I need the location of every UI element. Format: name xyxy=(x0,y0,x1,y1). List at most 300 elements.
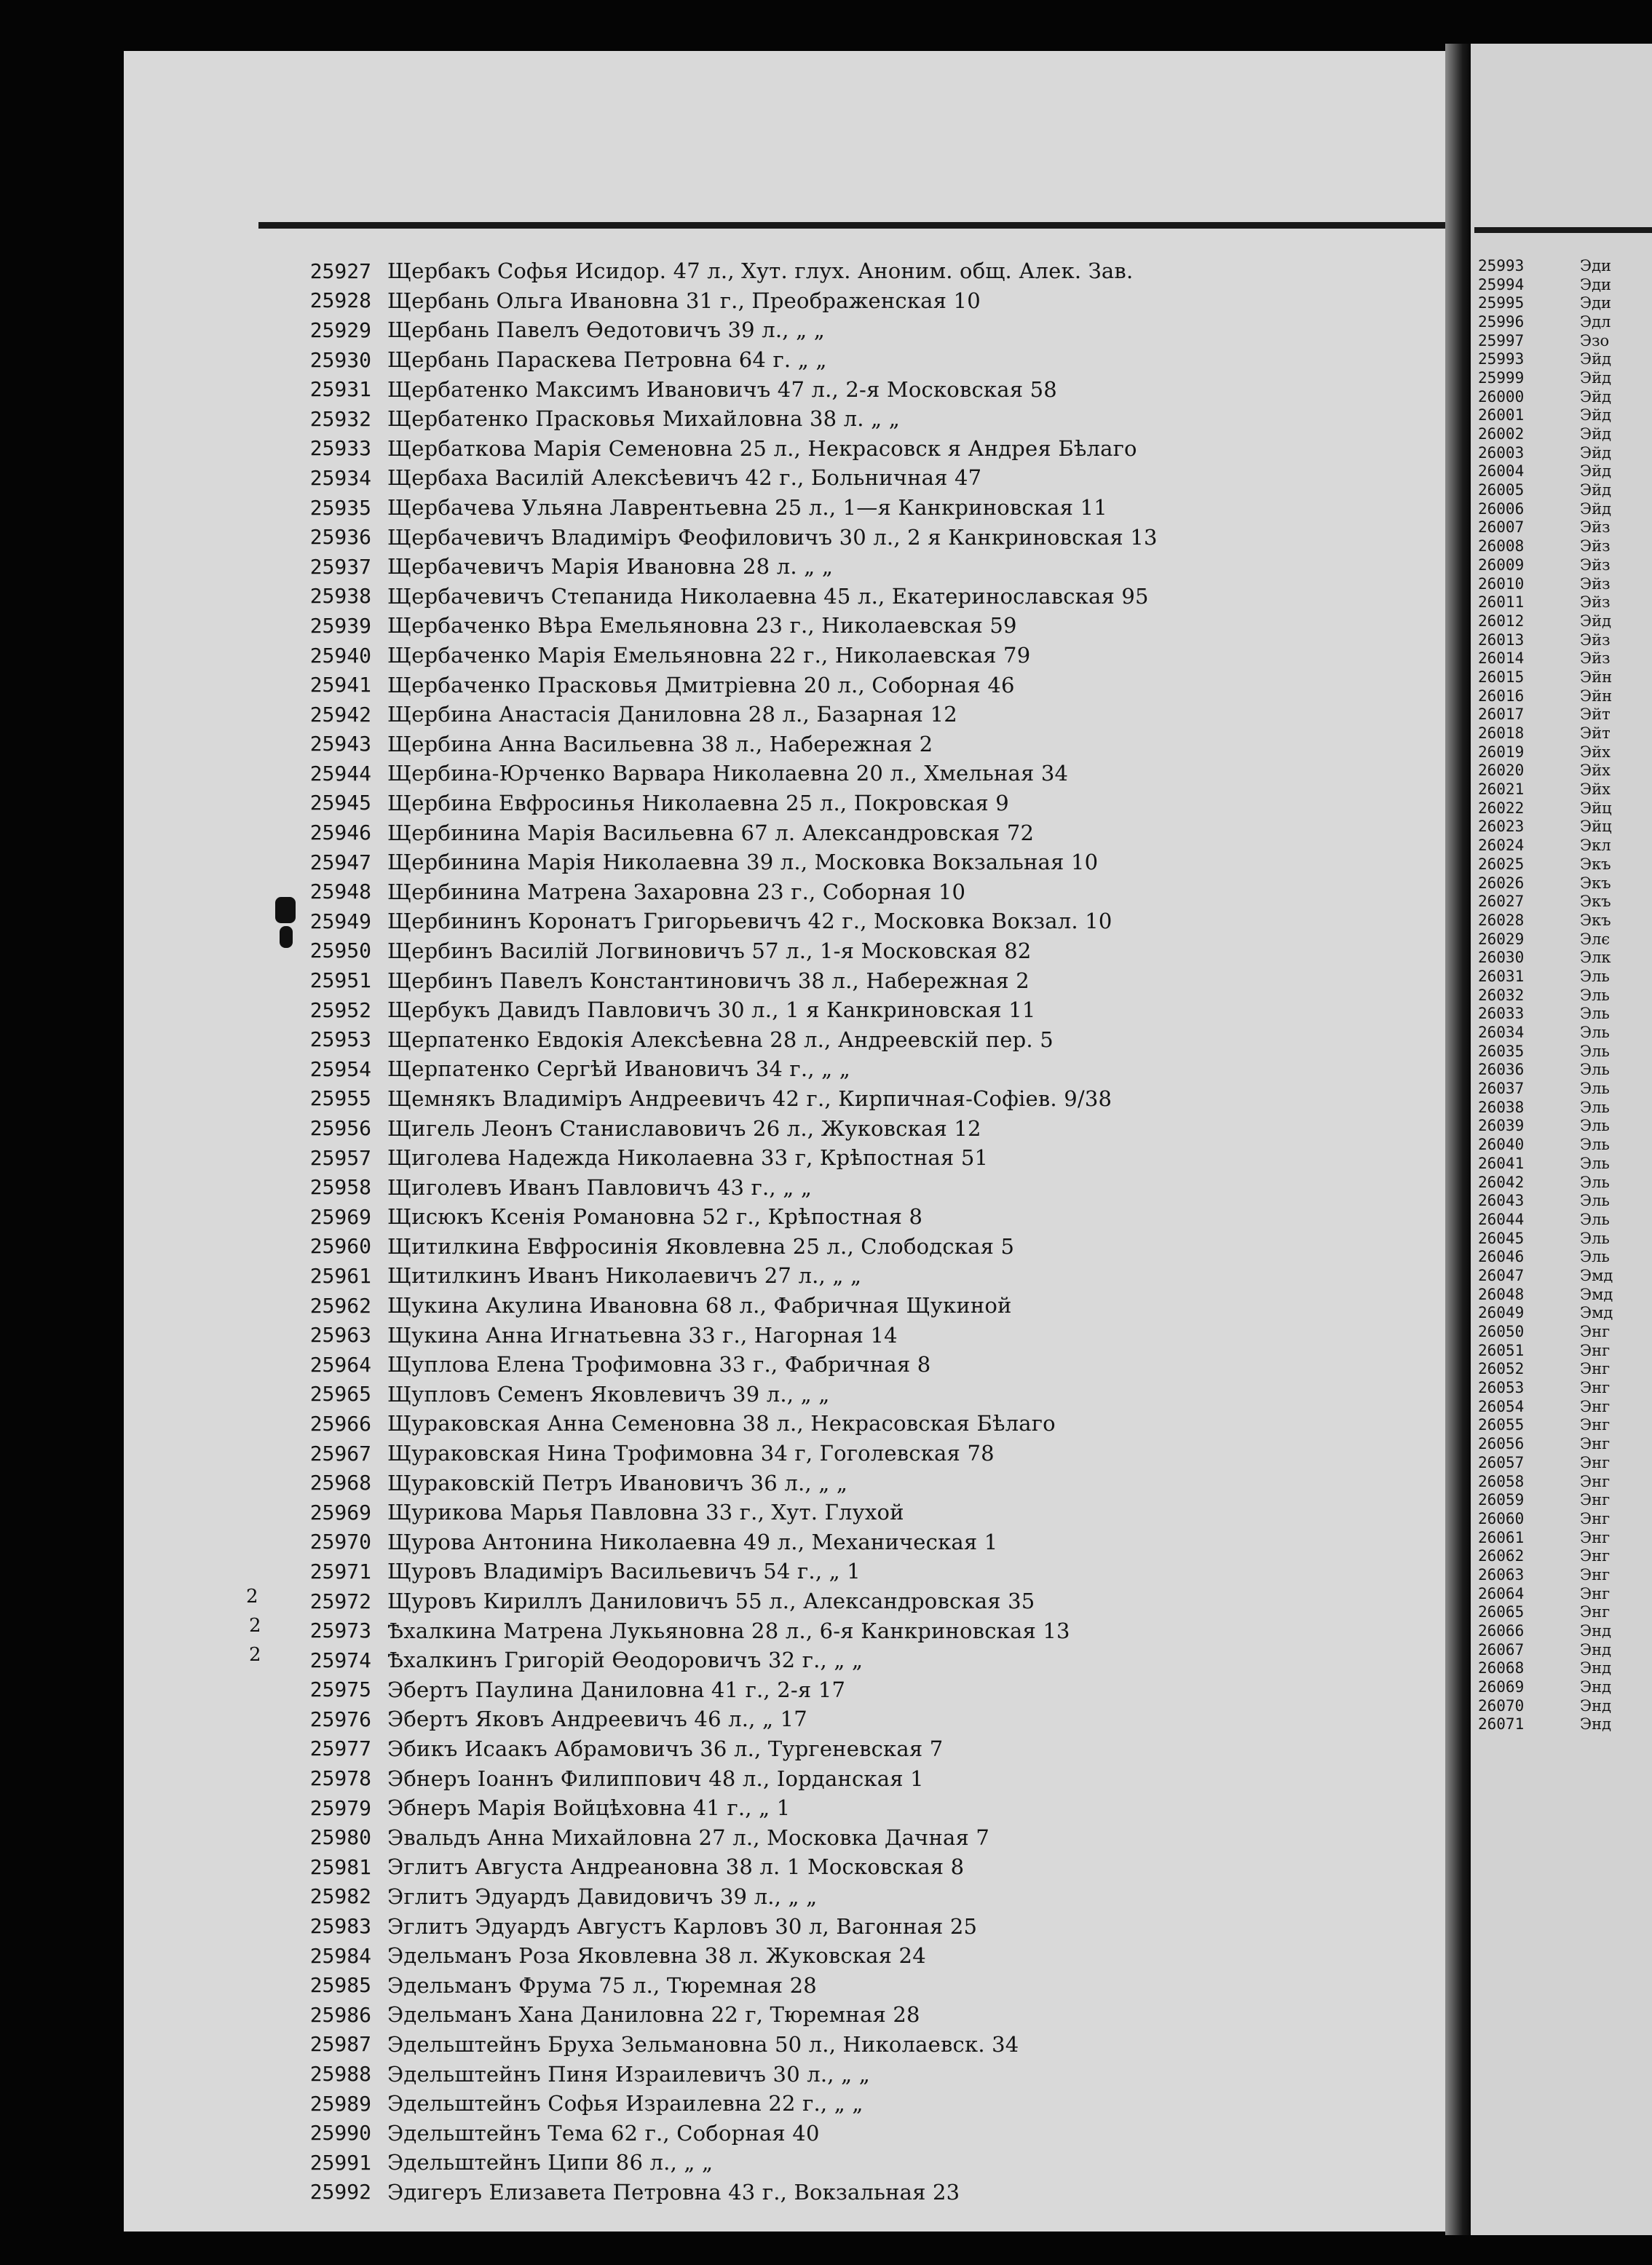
entry-number: 25978 xyxy=(309,1766,371,1791)
entry-number: 26039 xyxy=(1478,1117,1525,1135)
entry-number: 26028 xyxy=(1478,911,1525,929)
entry-text: Эмд xyxy=(1580,1285,1613,1303)
entry-text: Эль xyxy=(1580,1173,1610,1191)
entry-number: 25933 xyxy=(309,436,371,461)
entry-number: 25949 xyxy=(309,909,371,933)
list-item xyxy=(262,1143,1427,1173)
entry-text: Щитилкина Евфросинія Яковлевна 25 л., Слободская 5 xyxy=(387,1233,1015,1259)
list-item xyxy=(1478,911,1652,930)
entry-number: 26031 xyxy=(1478,967,1525,985)
list-item xyxy=(1478,724,1652,743)
margin-mark: 2 xyxy=(249,1644,261,1666)
entry-text: Щиголева Надежда Николаевна 33 г, Крѣпостная 51 xyxy=(387,1145,989,1171)
entry-number: 25967 xyxy=(309,1441,371,1466)
entry-number: 25961 xyxy=(309,1263,371,1288)
list-item xyxy=(1478,1005,1652,1024)
entry-text: Эль xyxy=(1580,1248,1610,1266)
entry-text: Энд xyxy=(1580,1622,1611,1640)
entry-number: 25979 xyxy=(309,1795,371,1820)
entry-number: 26002 xyxy=(1478,425,1525,443)
entry-text: Щуровъ Кириллъ Даниловичъ 55 л., Александровская 35 xyxy=(387,1589,1035,1614)
entry-number: 26055 xyxy=(1478,1416,1525,1434)
list-item xyxy=(1478,1546,1652,1565)
list-item xyxy=(262,730,1427,759)
list-item xyxy=(1478,1173,1652,1192)
list-item xyxy=(1478,293,1652,312)
list-item xyxy=(1478,1659,1652,1678)
list-item xyxy=(262,1113,1427,1143)
entry-number: 26007 xyxy=(1478,518,1525,537)
entry-number: 26048 xyxy=(1478,1285,1525,1303)
entry-number: 25936 xyxy=(309,525,371,550)
entry-text: Щербатенко Прасковья Михайловна 38 л. „ „ xyxy=(387,406,900,432)
entry-number: 26022 xyxy=(1478,799,1525,817)
entry-text: Щукина Акулина Ивановна 68 л., Фабричная Щукиной xyxy=(387,1293,1012,1319)
entry-number: 26067 xyxy=(1478,1640,1525,1659)
list-item xyxy=(1478,499,1652,518)
entry-text: Щураковская Анна Семеновна 38 л., Некрасовская Бѣлаго xyxy=(387,1411,1056,1436)
entry-number: 26065 xyxy=(1478,1603,1525,1621)
entry-text: Эбнеръ Марія Войцѣховна 41 г., „ 1 xyxy=(387,1795,791,1821)
list-item xyxy=(262,1882,1427,1912)
entry-number: 26070 xyxy=(1478,1696,1525,1715)
entry-text: Щербинина Марія Васильевна 67 л. Александровская 72 xyxy=(387,820,1035,845)
entry-text: Щербаченко Вѣра Емельяновна 23 г., Николаевская 59 xyxy=(387,613,1017,639)
entry-number: 26045 xyxy=(1478,1229,1525,1247)
entry-text: Эль xyxy=(1580,1154,1610,1172)
entry-text: Экъ xyxy=(1580,911,1611,929)
list-item xyxy=(1478,1023,1652,1042)
entry-number: 25981 xyxy=(309,1854,371,1879)
entry-number: 25977 xyxy=(309,1736,371,1761)
entry-number: 25956 xyxy=(309,1116,371,1141)
entry-number: 26023 xyxy=(1478,818,1525,836)
list-item xyxy=(262,1970,1427,2000)
entry-text: Эглитъ Августа Андреановна 38 л. 1 Московская 8 xyxy=(387,1854,965,1880)
list-item xyxy=(262,1439,1427,1469)
entry-text: Энг xyxy=(1580,1584,1610,1602)
list-item xyxy=(1478,518,1652,537)
entry-number: 26011 xyxy=(1478,593,1525,612)
list-item xyxy=(1478,1565,1652,1584)
entry-text: Эйз xyxy=(1580,631,1610,649)
list-item xyxy=(262,1498,1427,1527)
entry-text: Эглитъ Эдуардъ Августъ Карловъ 30 л, Вагонная 25 xyxy=(387,1913,978,1939)
entry-number: 26027 xyxy=(1478,893,1525,911)
list-item xyxy=(1478,1696,1652,1715)
list-item xyxy=(1478,836,1652,855)
entry-text: Щурова Антонина Николаевна 49 л., Механическая 1 xyxy=(387,1529,998,1554)
entry-text: Эйз xyxy=(1580,574,1610,593)
entry-number: 25992 xyxy=(309,2180,371,2205)
entry-text: Энг xyxy=(1580,1397,1610,1415)
list-item xyxy=(262,1616,1427,1645)
entry-text: Эль xyxy=(1580,1117,1610,1135)
entry-number: 25989 xyxy=(309,2091,371,2116)
entry-text: Щерпатенко Евдокія Алексѣевна 28 л., Андреевскій пер. 5 xyxy=(387,1027,1054,1052)
entry-text: Эзо xyxy=(1580,331,1610,349)
list-item xyxy=(1478,256,1652,275)
list-item xyxy=(1478,1715,1652,1734)
entry-text: Щербина-Юрченко Варвара Николаевна 20 л., Хмельная 34 xyxy=(387,761,1069,786)
list-item xyxy=(262,1734,1427,1764)
entry-number: 25945 xyxy=(309,791,371,815)
entry-number: 25938 xyxy=(309,584,371,609)
entry-text: Экъ xyxy=(1580,893,1611,911)
entry-text: Щербаткова Марія Семеновна 25 л., Некрасовск я Андрея Бѣлаго xyxy=(387,435,1137,461)
list-item xyxy=(262,582,1427,612)
list-item xyxy=(1478,1397,1652,1416)
entry-text: Элє xyxy=(1580,930,1610,948)
next-page-entry-list xyxy=(1478,256,1652,1734)
list-item xyxy=(1478,1621,1652,1640)
entry-number: 25948 xyxy=(309,879,371,904)
entry-text: Энг xyxy=(1580,1379,1610,1397)
entry-number: 25934 xyxy=(309,465,371,490)
list-item xyxy=(262,2059,1427,2089)
entry-text: Эйд xyxy=(1580,368,1611,387)
list-item xyxy=(1478,1509,1652,1528)
entry-number: 26046 xyxy=(1478,1248,1525,1266)
list-item xyxy=(1478,368,1652,387)
list-item xyxy=(1478,631,1652,649)
entry-number: 26009 xyxy=(1478,556,1525,574)
list-item xyxy=(1478,874,1652,893)
list-item xyxy=(262,759,1427,788)
entry-number: 25963 xyxy=(309,1323,371,1348)
list-item xyxy=(1478,537,1652,556)
entry-text: Энд xyxy=(1580,1678,1611,1696)
entry-number: 26041 xyxy=(1478,1154,1525,1172)
list-item xyxy=(262,463,1427,493)
entry-text: Эль xyxy=(1580,1229,1610,1247)
margin-mark: 2 xyxy=(246,1586,258,1608)
list-item xyxy=(262,788,1427,818)
entry-text: Щуплова Елена Трофимовна 33 г., Фабричная 8 xyxy=(387,1352,931,1377)
entry-number: 25987 xyxy=(309,2032,371,2057)
list-item xyxy=(1478,818,1652,837)
list-item xyxy=(1478,1079,1652,1098)
list-item xyxy=(1478,1584,1652,1603)
list-item xyxy=(262,1202,1427,1232)
list-item xyxy=(262,374,1427,404)
list-item xyxy=(1478,1341,1652,1360)
list-item xyxy=(1478,1266,1652,1285)
entry-text: Щербачевичъ Марія Ивановна 28 л. „ „ xyxy=(387,554,834,580)
list-item xyxy=(262,1675,1427,1705)
entry-text: Эвальдъ Анна Михайловна 27 л., Московка Дачная 7 xyxy=(387,1825,990,1850)
entry-text: Эйд xyxy=(1580,406,1611,424)
entry-number: 26030 xyxy=(1478,949,1525,967)
entry-number: 26058 xyxy=(1478,1472,1525,1490)
list-item xyxy=(262,1586,1427,1616)
entry-text: Эглитъ Эдуардъ Давидовичъ 39 л., „ „ xyxy=(387,1883,818,1909)
entry-text: Эйд xyxy=(1580,387,1611,406)
list-item xyxy=(262,2178,1427,2207)
entry-text: Эбикъ Исаакъ Абрамовичъ 36 л., Тургеневская 7 xyxy=(387,1736,944,1761)
entry-number: 26008 xyxy=(1478,537,1525,556)
list-item xyxy=(1478,331,1652,350)
entry-text: Щербань Ольга Ивановна 31 г., Преображенская 10 xyxy=(387,288,981,313)
entry-text: Эдельштейнъ Бруха Зельмановна 50 л., Николаевск. 34 xyxy=(387,2031,1019,2057)
entry-text: Энг xyxy=(1580,1360,1610,1378)
entry-number: 25974 xyxy=(309,1648,371,1672)
list-item xyxy=(262,1557,1427,1586)
entry-number: 25951 xyxy=(309,968,371,993)
entry-text: Энг xyxy=(1580,1509,1610,1527)
entry-number: 26017 xyxy=(1478,705,1525,724)
list-item xyxy=(1478,556,1652,574)
list-item xyxy=(262,286,1427,316)
list-item xyxy=(1478,1528,1652,1547)
entry-number: 25943 xyxy=(309,732,371,756)
margin-mark: 2 xyxy=(249,1615,261,1637)
entry-text: Экъ xyxy=(1580,874,1611,892)
list-item xyxy=(262,1468,1427,1498)
list-item xyxy=(262,877,1427,906)
entry-number: 25931 xyxy=(309,377,371,402)
entry-number: 25993 xyxy=(1478,350,1525,368)
list-item xyxy=(262,315,1427,345)
entry-text: Эдигеръ Елизавета Петровна 43 г., Вокзальная 23 xyxy=(387,2179,960,2205)
list-item xyxy=(262,906,1427,936)
list-item xyxy=(262,1941,1427,1971)
list-item xyxy=(262,1291,1427,1321)
entry-text: Щербаха Василій Алексѣевичъ 42 г., Больничная 47 xyxy=(387,465,982,491)
entry-number: 25986 xyxy=(309,2002,371,2027)
entry-text: Эйз xyxy=(1580,537,1610,556)
entry-text: Эйд xyxy=(1580,425,1611,443)
list-item xyxy=(262,434,1427,464)
entry-number: 25935 xyxy=(309,495,371,520)
list-item xyxy=(262,404,1427,434)
entry-number: 26021 xyxy=(1478,780,1525,799)
entry-number: 26025 xyxy=(1478,855,1525,873)
entry-text: Эйд xyxy=(1580,481,1611,499)
entry-text: Энг xyxy=(1580,1565,1610,1584)
entry-number: 25980 xyxy=(309,1825,371,1850)
list-item xyxy=(1478,762,1652,780)
list-item xyxy=(1478,1117,1652,1136)
entry-text: Энг xyxy=(1580,1528,1610,1546)
entry-number: 26049 xyxy=(1478,1304,1525,1322)
entry-number: 26064 xyxy=(1478,1584,1525,1602)
list-item xyxy=(1478,986,1652,1005)
entry-text: Щураковскій Петръ Ивановичъ 36 л., „ „ xyxy=(387,1470,848,1495)
list-item xyxy=(262,2030,1427,2060)
list-item xyxy=(262,1822,1427,1852)
entry-number: 25944 xyxy=(309,761,371,786)
list-item xyxy=(1478,1154,1652,1173)
list-item xyxy=(262,552,1427,582)
entry-number: 26061 xyxy=(1478,1528,1525,1546)
entry-text: Щербина Анна Васильевна 38 л., Набережная 2 xyxy=(387,731,933,756)
list-item xyxy=(262,345,1427,375)
list-item xyxy=(1478,780,1652,799)
entry-text: Щиголевъ Иванъ Павловичъ 43 г., „ „ xyxy=(387,1174,813,1200)
entry-number: 26066 xyxy=(1478,1622,1525,1640)
list-item xyxy=(1478,892,1652,911)
entry-text: Щербачевичъ Владиміръ Феофиловичъ 30 л., 2 я Канкриновская 13 xyxy=(387,524,1158,550)
entry-text: Эдельштейнъ Ципи 86 л., „ „ xyxy=(387,2150,714,2175)
list-item xyxy=(262,1763,1427,1793)
entry-number: 25942 xyxy=(309,702,371,727)
list-item xyxy=(262,1852,1427,1882)
entry-number: 25958 xyxy=(309,1175,371,1200)
entry-number: 25954 xyxy=(309,1056,371,1081)
entry-number: 25982 xyxy=(309,1884,371,1909)
entry-number: 26042 xyxy=(1478,1173,1525,1191)
entry-number: 26018 xyxy=(1478,724,1525,743)
list-item xyxy=(262,1320,1427,1350)
list-item xyxy=(1478,1472,1652,1491)
entry-number: 26060 xyxy=(1478,1509,1525,1527)
list-item xyxy=(262,2000,1427,2030)
entry-text: Щукина Анна Игнатьевна 33 г., Нагорная 14 xyxy=(387,1322,898,1348)
entry-text: Эдельманъ Роза Яковлевна 38 л. Жуковская 24 xyxy=(387,1943,926,1969)
list-item xyxy=(1478,574,1652,593)
entry-number: 26044 xyxy=(1478,1210,1525,1228)
entry-number: 25988 xyxy=(309,2062,371,2087)
list-item xyxy=(1478,799,1652,818)
entry-number: 26043 xyxy=(1478,1192,1525,1210)
entry-text: Эбнеръ Іоаннъ Филиппович 48 л., Іорданская 1 xyxy=(387,1766,924,1791)
entry-text: Эйх xyxy=(1580,762,1610,780)
entry-number: 25993 xyxy=(1478,256,1525,274)
list-item xyxy=(262,995,1427,1025)
list-item xyxy=(1478,1285,1652,1304)
entry-number: 25937 xyxy=(309,554,371,579)
list-item xyxy=(1478,743,1652,762)
entry-text: Эль xyxy=(1580,1024,1610,1042)
entry-text: Щербаченко Прасковья Дмитріевна 20 л., Соборная 46 xyxy=(387,672,1015,697)
entry-number: 25964 xyxy=(309,1352,371,1377)
list-item xyxy=(1478,1098,1652,1117)
list-item xyxy=(262,1054,1427,1084)
entry-number: 26012 xyxy=(1478,612,1525,630)
entry-number: 26059 xyxy=(1478,1491,1525,1509)
list-item xyxy=(1478,1210,1652,1229)
list-item xyxy=(1478,687,1652,705)
entry-text: Эль xyxy=(1580,1192,1610,1210)
entry-text: Эль xyxy=(1580,1098,1610,1116)
entry-number: 26040 xyxy=(1478,1136,1525,1154)
entry-text: Щербинъ Василій Логвиновичъ 57 л., 1-я Московская 82 xyxy=(387,938,1032,963)
entry-number: 26036 xyxy=(1478,1061,1525,1079)
entry-number: 26054 xyxy=(1478,1397,1525,1415)
entry-text: Щисюкъ Ксенія Романовна 52 г., Крѣпостная 8 xyxy=(387,1204,923,1230)
list-item xyxy=(262,256,1427,286)
entry-text: Щербатенко Максимъ Ивановичъ 47 л., 2-я Московская 58 xyxy=(387,376,1057,402)
entry-text: Эдл xyxy=(1580,312,1611,331)
entry-text: Эйц xyxy=(1580,818,1612,836)
entry-number: 26013 xyxy=(1478,631,1525,649)
entry-text: Элк xyxy=(1580,949,1611,967)
entry-text: Энд xyxy=(1580,1640,1611,1659)
entry-number: 25990 xyxy=(309,2121,371,2146)
entry-text: Эйх xyxy=(1580,780,1610,799)
entry-text: Щуровъ Владиміръ Васильевичъ 54 г., „ 1 xyxy=(387,1559,861,1584)
entry-number: 25997 xyxy=(1478,331,1525,349)
entry-number: 26068 xyxy=(1478,1659,1525,1677)
entry-text: Эмд xyxy=(1580,1304,1613,1322)
entry-text: Щитилкинъ Иванъ Николаевичъ 27 л., „ „ xyxy=(387,1263,862,1289)
book-spine xyxy=(1445,44,1474,2235)
entry-number: 26063 xyxy=(1478,1565,1525,1584)
list-item xyxy=(262,965,1427,995)
entry-number: 26010 xyxy=(1478,574,1525,593)
entry-number: 25973 xyxy=(309,1618,371,1643)
entry-text: Эдельштейнъ Софья Израилевна 22 г., „ „ xyxy=(387,2091,863,2116)
entry-number: 25976 xyxy=(309,1707,371,1731)
entry-number: 26053 xyxy=(1478,1379,1525,1397)
entry-number: 25929 xyxy=(309,317,371,342)
entry-number: 25930 xyxy=(309,347,371,372)
list-item xyxy=(262,1527,1427,1557)
entry-text: Эйз xyxy=(1580,518,1610,537)
list-item xyxy=(1478,593,1652,612)
entry-text: Энд xyxy=(1580,1659,1611,1677)
list-item xyxy=(262,611,1427,641)
list-item xyxy=(1478,349,1652,368)
entry-text: Энг xyxy=(1580,1416,1610,1434)
entry-text: Щербинъ Павелъ Константиновичъ 38 л., Набережная 2 xyxy=(387,968,1029,993)
entry-text: Эйд xyxy=(1580,612,1611,630)
entry-number: 26069 xyxy=(1478,1678,1525,1696)
list-item xyxy=(1478,1640,1652,1659)
list-item xyxy=(1478,424,1652,443)
entry-text: Щерпатенко Сергѣй Ивановичъ 34 г., „ „ xyxy=(387,1056,850,1082)
entry-number: 25999 xyxy=(1478,368,1525,387)
entry-number: 26016 xyxy=(1478,687,1525,705)
entry-number: 25955 xyxy=(309,1086,371,1111)
entry-text: Щербининъ Коронатъ Григорьевичъ 42 г., Московка Вокзал. 10 xyxy=(387,909,1112,934)
entry-number: 25940 xyxy=(309,643,371,668)
entry-text: Щербань Павелъ Өедотовичъ 39 л., „ „ xyxy=(387,317,825,343)
entry-number: 26038 xyxy=(1478,1098,1525,1116)
entry-text: Энг xyxy=(1580,1603,1610,1621)
entry-text: Энг xyxy=(1580,1323,1610,1341)
list-item xyxy=(1478,1135,1652,1154)
entry-text: Энд xyxy=(1580,1715,1611,1734)
list-item xyxy=(1478,481,1652,499)
entry-number: 25952 xyxy=(309,997,371,1022)
entry-number: 25969 xyxy=(309,1500,371,1525)
entry-number: 26015 xyxy=(1478,668,1525,686)
entry-text: Эди xyxy=(1580,275,1611,293)
entry-number: 26006 xyxy=(1478,499,1525,518)
entry-text: Щербина Анастасія Даниловна 28 л., Базарная 12 xyxy=(387,702,957,727)
list-item xyxy=(1478,1322,1652,1341)
list-item xyxy=(1478,948,1652,967)
entry-text: Эль xyxy=(1580,1005,1610,1023)
entry-number: 25966 xyxy=(309,1411,371,1436)
list-item xyxy=(1478,1490,1652,1509)
entry-number: 25995 xyxy=(1478,294,1525,312)
next-page-rule xyxy=(1474,227,1652,233)
list-item xyxy=(262,700,1427,730)
entry-number: 26005 xyxy=(1478,481,1525,499)
entry-number: 25953 xyxy=(309,1027,371,1052)
entry-number: 26035 xyxy=(1478,1042,1525,1060)
entry-text: Щербина Евфросинья Николаевна 25 л., Покровская 9 xyxy=(387,790,1009,815)
entry-number: 25996 xyxy=(1478,312,1525,331)
entry-number: 25984 xyxy=(309,1943,371,1968)
list-item xyxy=(1478,462,1652,481)
list-item xyxy=(262,936,1427,966)
entry-number: 25994 xyxy=(1478,275,1525,293)
entry-text: Эди xyxy=(1580,294,1611,312)
